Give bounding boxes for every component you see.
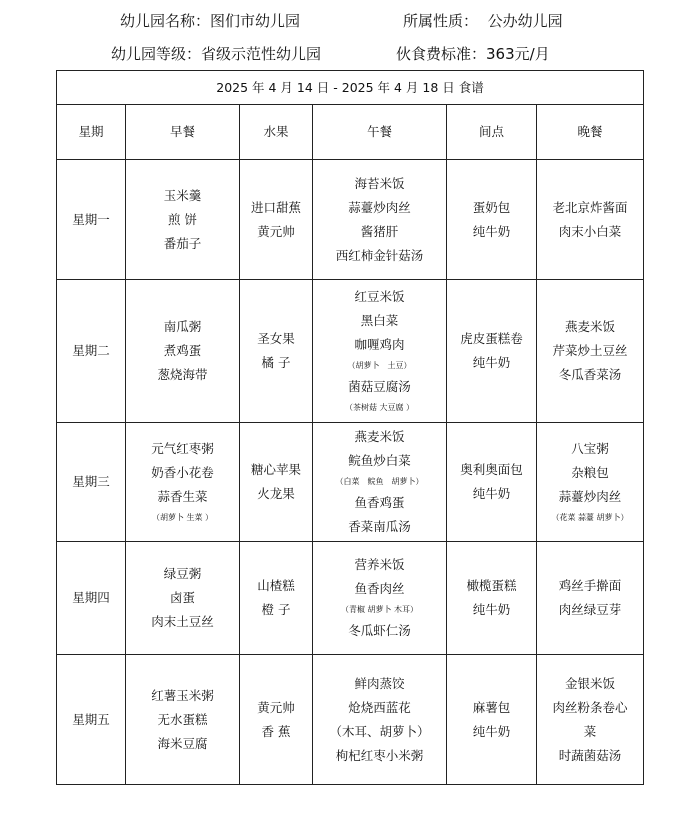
column-header-dinner: 晚餐 [537,105,644,160]
menu-item-note: （胡萝卜 生菜 ） [151,513,214,522]
menu-item: 菌菇豆腐汤 [348,379,411,394]
lunch-cell [313,423,447,542]
menu-item-note: （胡萝卜 土豆） [347,361,412,370]
table-row-wednesday [57,423,644,542]
dinner-cell [537,280,644,423]
day-cell: 星期五 [57,655,126,785]
menu-item: 金银米饭 [565,675,616,691]
lunch-cell [313,655,447,785]
table-row-friday [57,655,644,785]
menu-item: 纯牛奶 [472,223,511,239]
menu-item: 红豆米饭 [354,289,405,304]
day-cell: 星期一 [57,160,126,280]
menu-item: 肉末小白菜 [558,223,622,239]
menu-item: 香菜南瓜汤 [348,519,411,534]
column-header-fruit: 水果 [240,105,313,160]
menu-item: 橘 子 [261,355,291,370]
table-row-monday [57,160,644,280]
menu-item: 燕麦米饭 [565,319,616,334]
menu-item: 橙 子 [261,602,291,617]
menu-item: 肉丝绿豆芽 [558,602,622,617]
menu-item: 元气红枣粥 [151,441,214,456]
snack-cell [447,542,537,655]
menu-item: 海苔米饭 [354,175,405,191]
menu-item: 奶香小花卷 [151,465,214,480]
menu-item: 麻薯包 [472,699,511,715]
menu-item: 黑白菜 [360,313,399,328]
menu-item: 山楂糕 [257,578,295,593]
breakfast-cell [126,280,240,423]
kindergarten-name-line [120,11,300,31]
menu-item: 老北京炸酱面 [552,199,628,215]
dinner-cell [537,160,644,280]
breakfast-cell [126,542,240,655]
menu-item: 南瓜粥 [163,319,202,334]
menu-item: 菜 [583,723,597,739]
menu-item: 八宝粥 [571,441,609,456]
day-cell: 星期二 [57,280,126,423]
fruit-cell [240,280,313,423]
dinner-cell [537,542,644,655]
snack-cell [447,655,537,785]
menu-item: 蛋奶包 [472,199,511,215]
menu-item: 枸杞红枣小米粥 [335,747,424,763]
menu-item: 玉米羹 [163,187,202,203]
menu-item: 西红柿金针菇汤 [335,247,424,263]
menu-item: 红薯玉米粥 [151,687,214,703]
level-label: 幼儿园等级： [111,45,202,63]
fee-line [396,44,550,64]
menu-item: 圣女果 [257,331,295,346]
menu-item: 番茄子 [163,235,202,251]
menu-item: 火龙果 [257,486,295,501]
menu-item: 咖喱鸡肉 [354,337,405,352]
menu-item: 纯牛奶 [472,602,511,617]
kindergarten-name: 图们市幼儿园 [210,12,301,30]
column-header-day: 星期 [57,105,126,160]
table-row-thursday [57,542,644,655]
snack-cell [447,423,537,542]
dinner-cell [537,655,644,785]
menu-item: 黄元帅 [257,223,295,239]
fee-value: 363元/月 [486,45,550,63]
menu-item: 蒜香生菜 [157,489,208,504]
menu-item-note: （茶树菇 大豆腐 ） [344,403,415,412]
menu-item: 肉末土豆丝 [151,614,214,629]
column-header-snack: 间点 [447,105,537,160]
nature-value: 公办幼儿园 [487,12,563,30]
lunch-cell [313,280,447,423]
menu-item: 黄元帅 [257,699,295,715]
menu-item: 奥利奥面包 [460,462,523,477]
level-line [111,44,321,64]
lunch-cell [313,160,447,280]
menu-item-note: （青椒 胡萝卜 木耳） [340,605,419,614]
breakfast-cell [126,655,240,785]
menu-item: 燕麦米饭 [354,429,405,444]
fee-label: 伙食费标准： [396,45,487,63]
menu-title: 2025 年 4 月 14 日 - 2025 年 4 月 18 日 食谱 [57,71,644,105]
menu-item: 鲜肉蒸饺 [354,675,405,691]
menu-item-note: （花菜 蒜薹 胡萝卜） [551,513,629,522]
column-header-breakfast: 早餐 [126,105,240,160]
menu-item-note: （白菜 鲩鱼 胡萝卜） [335,477,424,486]
menu-item: 营养米饭 [354,557,405,572]
nature-label: 所属性质： [403,12,479,30]
fruit-cell [240,423,313,542]
menu-item: （木耳、胡萝卜） [329,723,430,739]
menu-item: 时蔬菌菇汤 [558,747,622,763]
menu-item: 鱼香鸡蛋 [354,495,405,510]
column-header-lunch: 午餐 [313,105,447,160]
menu-item: 无水蛋糕 [157,711,208,727]
fruit-cell [240,160,313,280]
menu-item: 肉丝粉条卷心 [552,699,628,715]
kindergarten-name-label: 幼儿园名称： [120,12,211,30]
table-row-tuesday [57,280,644,423]
menu-item: 纯牛奶 [472,355,511,370]
dinner-cell [537,423,644,542]
column-header-row [57,105,644,160]
menu-item: 煮鸡蛋 [163,343,202,358]
breakfast-cell [126,160,240,280]
snack-cell [447,280,537,423]
nature-line [403,11,563,31]
menu-item: 葱烧海带 [157,367,208,382]
menu-item: 杂粮包 [571,465,609,480]
menu-item: 绿豆粥 [163,566,202,581]
menu-item: 鸡丝手擀面 [558,578,622,593]
fruit-cell [240,542,313,655]
menu-item: 香 蕉 [261,723,291,739]
menu-item: 鲩鱼炒白菜 [348,453,411,468]
menu-item: 煎 饼 [168,211,197,227]
menu-item: 炝烧西蓝花 [348,699,411,715]
menu-item: 糖心苹果 [250,462,301,477]
menu-item: 虎皮蛋糕卷 [460,331,523,346]
menu-item: 冬瓜香菜汤 [558,367,622,382]
menu-item: 卤蛋 [169,590,195,605]
menu-item: 纯牛奶 [472,486,511,501]
menu-item: 冬瓜虾仁汤 [348,623,411,638]
menu-item: 酱猪肝 [360,223,399,239]
menu-item: 蒜薹炒肉丝 [558,489,622,504]
menu-item: 鱼香肉丝 [354,581,405,596]
menu-item: 橄榄蛋糕 [466,578,517,593]
lunch-cell [313,542,447,655]
menu-item: 进口甜蕉 [250,199,301,215]
menu-item: 蒜薹炒肉丝 [348,199,411,215]
menu-item: 芹菜炒土豆丝 [552,343,628,358]
breakfast-cell [126,423,240,542]
level-value: 省级示范性幼儿园 [201,45,322,63]
weekly-menu-table [56,70,644,785]
snack-cell [447,160,537,280]
day-cell: 星期三 [57,423,126,542]
menu-item: 海米豆腐 [157,735,208,751]
menu-item: 纯牛奶 [472,723,511,739]
day-cell: 星期四 [57,542,126,655]
fruit-cell [240,655,313,785]
